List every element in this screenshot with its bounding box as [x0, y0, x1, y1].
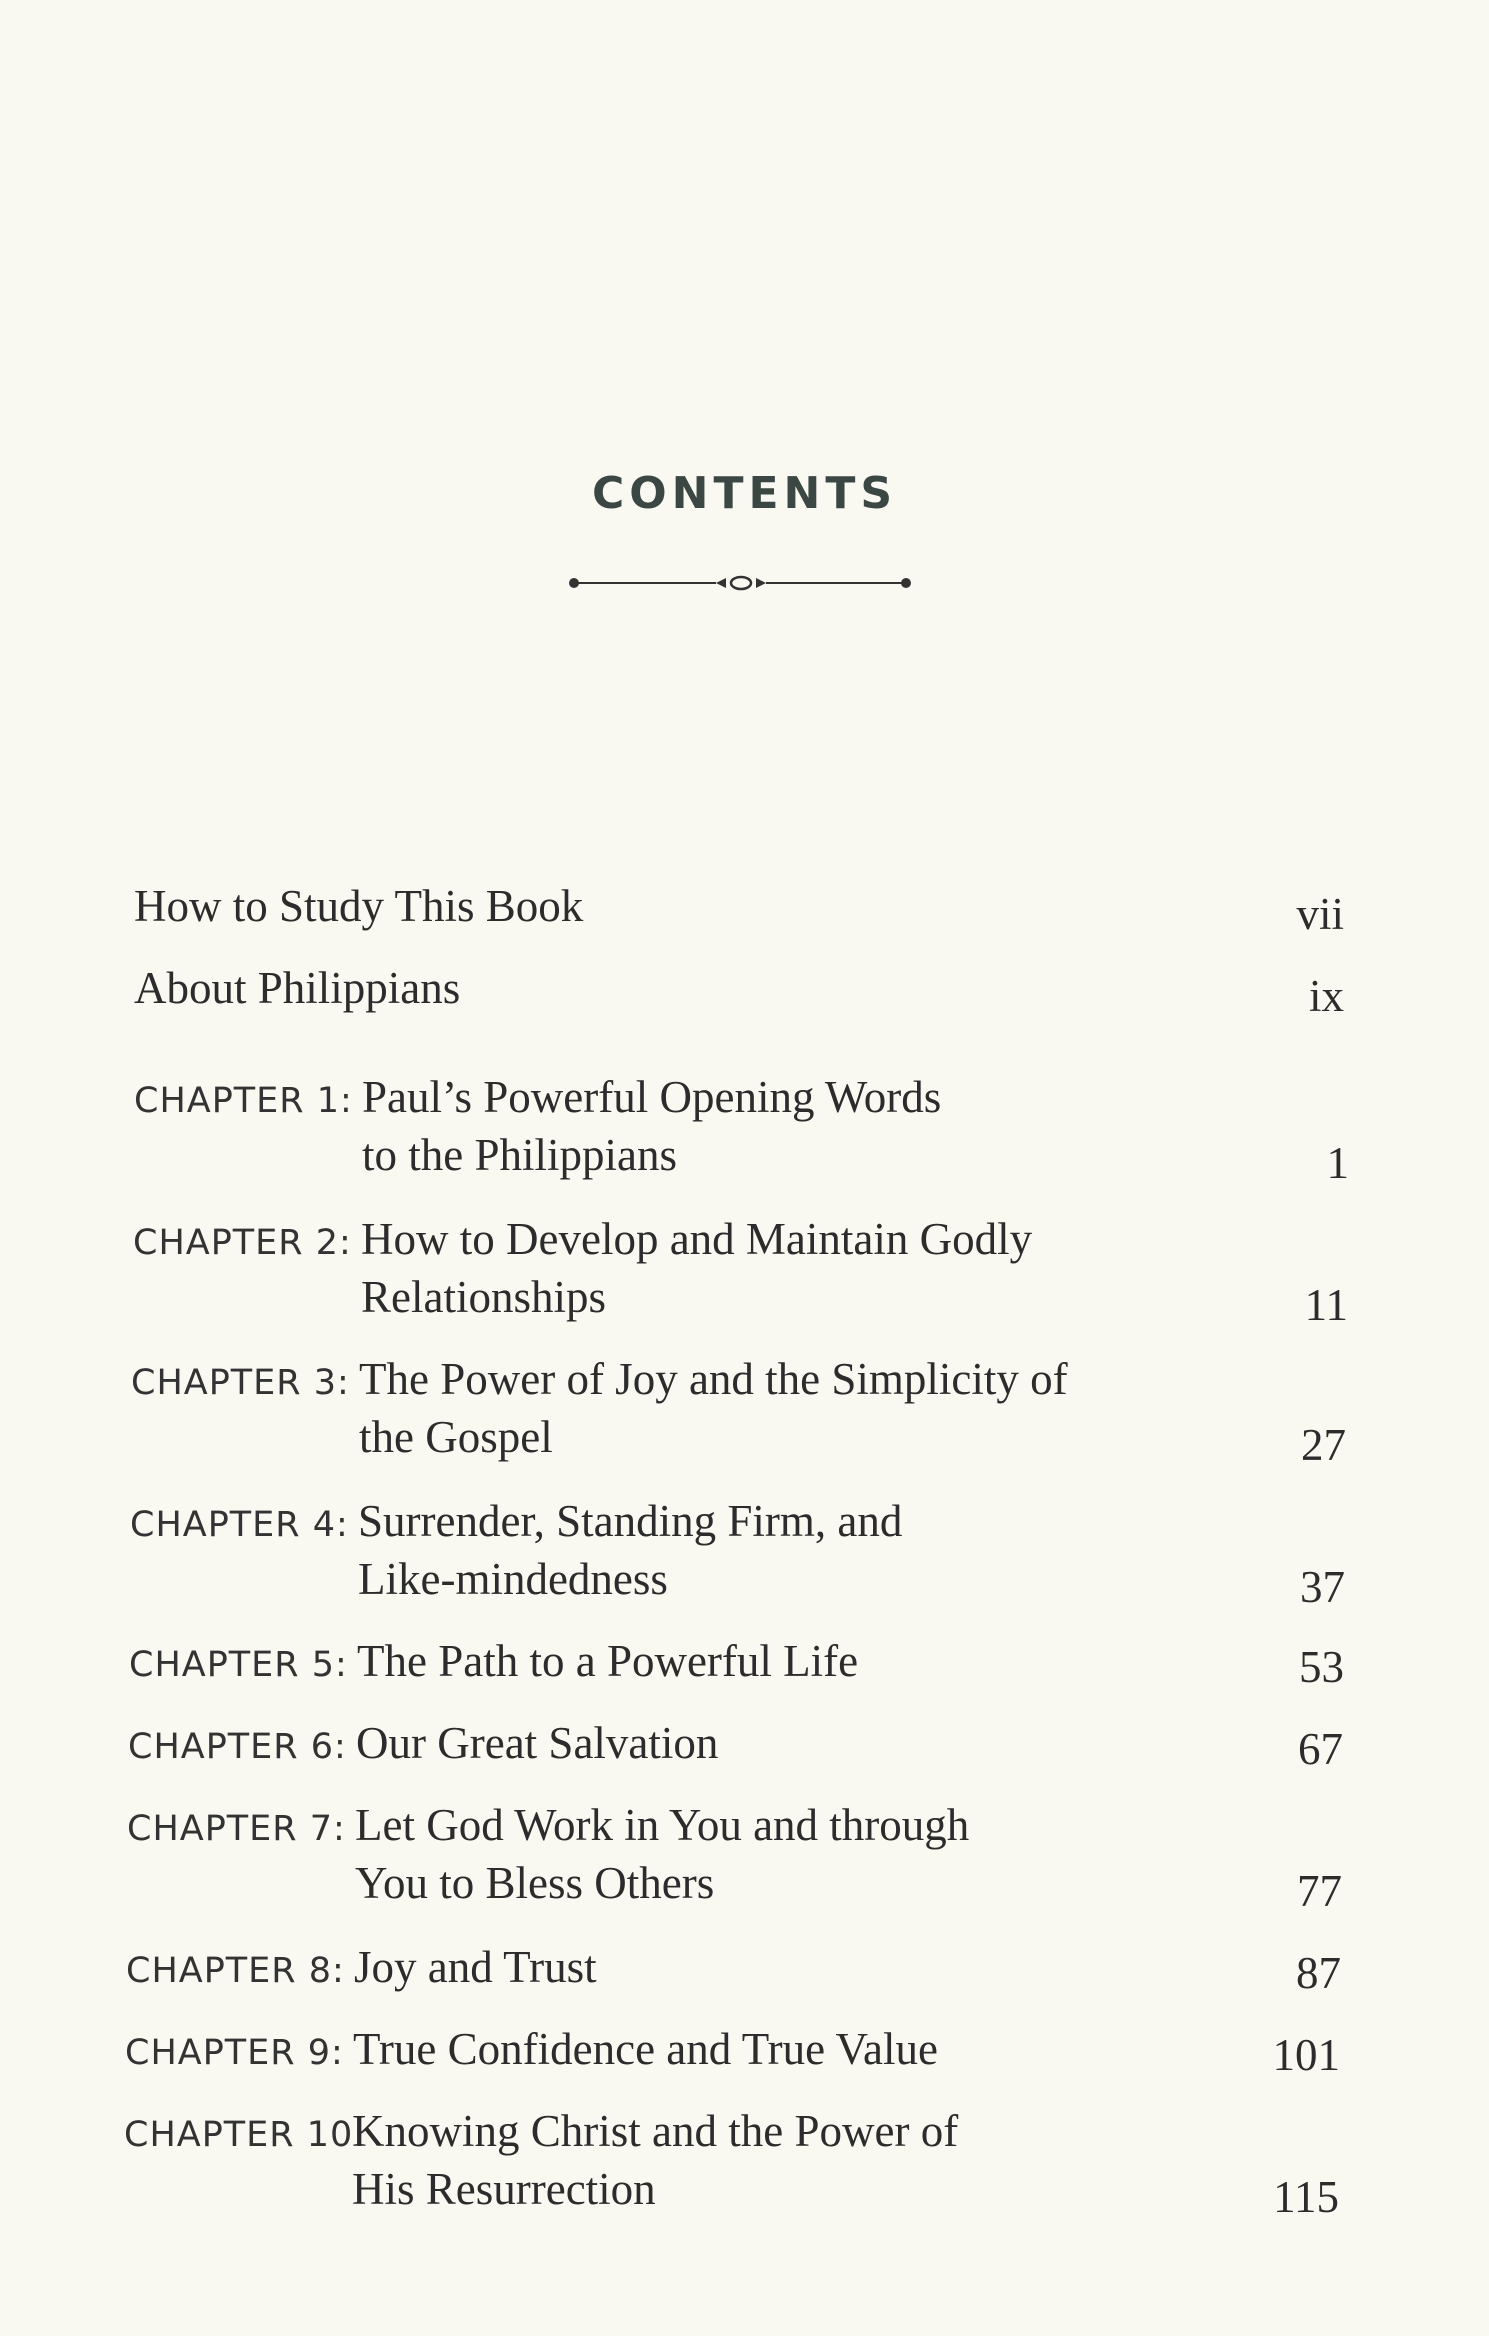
chapter-title — [354, 1938, 1114, 1996]
ornament-divider-icon — [566, 566, 918, 596]
chapter-label: CHAPTER 6: — [128, 1727, 347, 1767]
chapter-page-number: 37 — [1300, 1562, 1345, 1612]
chapter-page-number: 53 — [1299, 1642, 1344, 1692]
chapter-title-line: True Confidence and True Value — [353, 2024, 938, 2074]
chapter-title-line: Joy and Trust — [354, 1942, 597, 1992]
entry-title: About Philippians — [134, 963, 461, 1013]
chapter-title — [353, 2020, 1113, 2078]
chapter-title — [361, 1210, 1121, 1326]
chapter-title — [357, 1632, 1117, 1690]
chapter-title — [355, 1796, 1115, 1912]
chapter-title-line: Our Great Salvation — [356, 1718, 719, 1768]
chapter-page-number: 67 — [1298, 1724, 1343, 1774]
chapter-title-line: to the Philippians — [362, 1130, 677, 1180]
chapter-title — [359, 1350, 1119, 1466]
chapter-title-line: Let God Work in You and through — [355, 1800, 970, 1850]
chapter-title-line: His Resurrection — [352, 2164, 656, 2214]
chapter-title-line: Relationships — [361, 1272, 606, 1322]
chapter-title-line: the Gospel — [359, 1412, 553, 1462]
chapter-title-line: Surrender, Standing Firm, and — [358, 1496, 903, 1546]
chapter-title-line: Like-mindedness — [358, 1554, 668, 1604]
chapter-label: CHAPTER 2: — [133, 1223, 352, 1263]
entry-page-number: vii — [1296, 889, 1344, 939]
chapter-label: CHAPTER 4: — [130, 1505, 349, 1545]
chapter-page-number: 115 — [1273, 2172, 1339, 2222]
chapter-title-line: How to Develop and Maintain Godly — [361, 1214, 1033, 1264]
chapter-label: CHAPTER 3: — [131, 1363, 350, 1403]
chapter-title-line: You to Bless Others — [355, 1858, 715, 1908]
chapter-label: CHAPTER 7: — [127, 1809, 346, 1849]
contents-heading: CONTENTS — [591, 468, 898, 519]
chapter-title — [358, 1492, 1118, 1608]
chapter-label: CHAPTER 9: — [125, 2033, 344, 2073]
chapter-title — [356, 1714, 1116, 1772]
chapter-title — [352, 2102, 1112, 2218]
entry-title: How to Study This Book — [134, 881, 584, 931]
chapter-title-line: Paul’s Powerful Opening Words — [362, 1072, 942, 1122]
chapter-page-number: 1 — [1326, 1138, 1349, 1188]
chapter-page-number: 11 — [1304, 1280, 1348, 1330]
chapter-page-number: 101 — [1272, 2030, 1340, 2080]
chapter-title — [362, 1068, 1122, 1184]
chapter-label: CHAPTER 5: — [129, 1645, 348, 1685]
chapter-label: CHAPTER 1: — [134, 1081, 353, 1121]
chapter-label: CHAPTER 8: — [126, 1951, 345, 1991]
chapter-page-number: 87 — [1296, 1948, 1341, 1998]
entry-page-number: ix — [1308, 971, 1344, 1021]
chapter-title-line: The Path to a Powerful Life — [357, 1636, 859, 1686]
chapter-label: CHAPTER 10: — [124, 2115, 367, 2155]
chapter-title-line: Knowing Christ and the Power of — [352, 2106, 959, 2156]
chapter-page-number: 77 — [1297, 1866, 1342, 1916]
chapter-page-number: 27 — [1301, 1420, 1346, 1470]
chapter-title-line: The Power of Joy and the Simplicity of — [359, 1354, 1068, 1404]
